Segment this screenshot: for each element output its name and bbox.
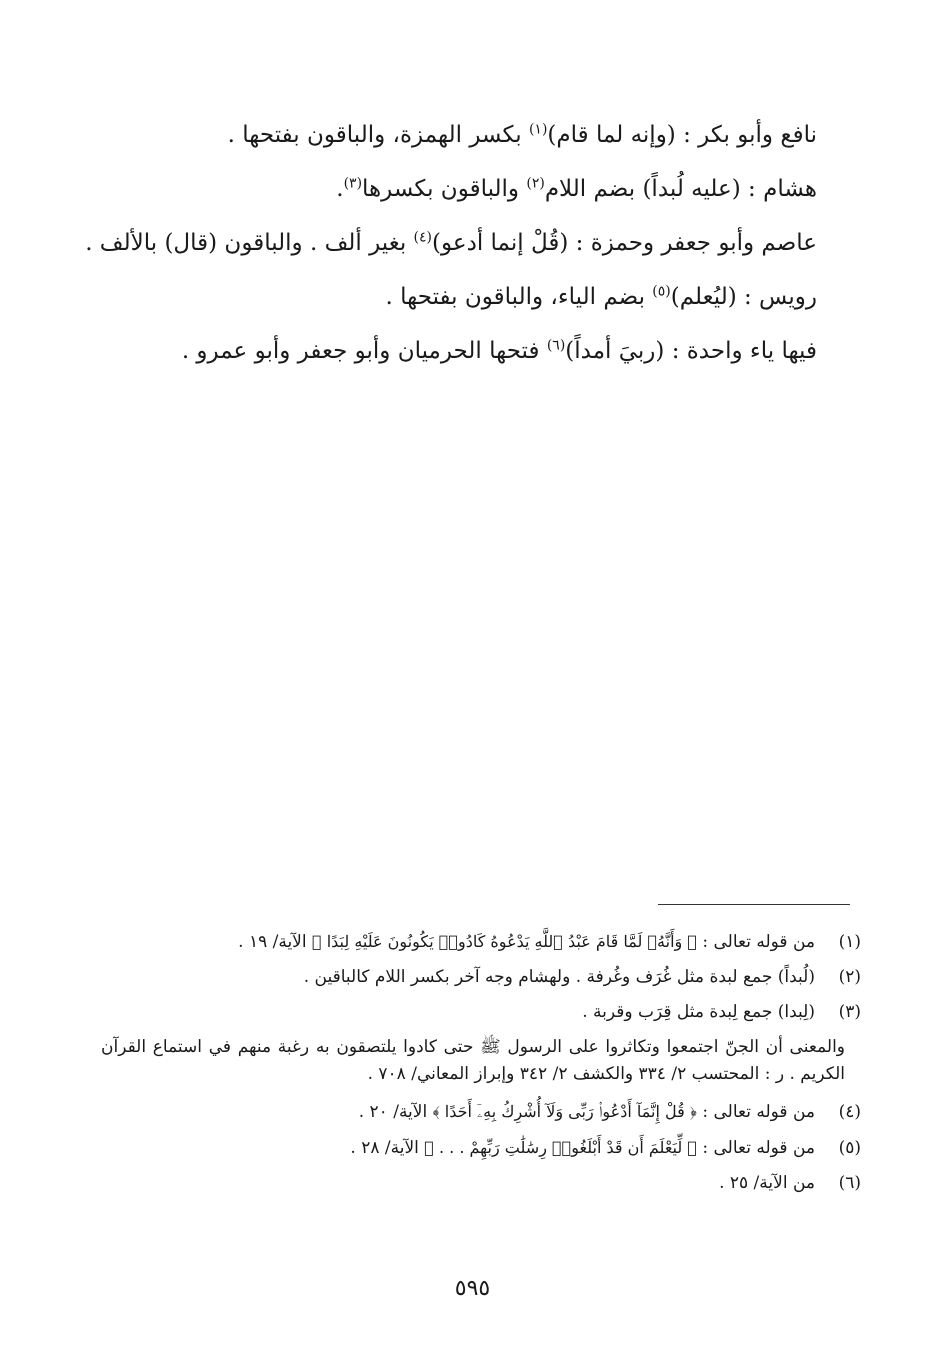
footnote-2: (٢)(لُبداً) جمع لبدة مثل غُرَف وغُرفة . ولهشام وجه آخر بكسر اللام كالباقين . [101,960,861,995]
page-number: ٥٩٥ [454,1276,491,1301]
footnote-1: (١)من قوله تعالى : ﴿ وَأَنَّهُۥ لَمَّا قَامَ عَبْدُ ٱللَّهِ يَدْعُوهُ كَادُوا۟ يَكُونُونَ عَلَيْهِ لِبَدًا ﴾ الآية/ ١٩ . [101,924,861,960]
footnote-number: (٤) [838,1102,861,1122]
footnote-6: (٦)من الآية/ ٢٥ . [101,1166,861,1201]
footnote-3: (٣)(لِبدا) جمع لِبدة مثل قِرَب وقربة . [101,995,861,1030]
quran-verse: ﴿ وَأَنَّهُۥ لَمَّا قَامَ عَبْدُ ٱللَّهِ يَدْعُوهُ كَادُوا۟ يَكُونُونَ عَلَيْهِ لِبَدًا ﴾ [312,932,697,951]
quran-verse: ﴿ لِّيَعْلَمَ أَن قَدْ أَبْلَغُوا۟ رِسَٰلَٰتِ رَبِّهِمْ . . . ﴾ [424,1138,697,1157]
main-line-2: هشام : (عليه لُبداً) بضم اللام$^{(٢)}$ والباقون بكسرها$^{(٣)}$. [336,175,817,202]
main-line-4: رويس : (ليُعلم)$^{(٥)}$ بضم الياء، والباقون بفتحها . [385,283,817,310]
footnote-ref[interactable]: (٣) [343,175,363,192]
footnote-divider [658,904,850,905]
footnote-ref[interactable]: (٦) [546,337,566,354]
main-text [85,108,817,378]
footnote-3-continuation: والمعنى أن الجنّ اجتمعوا وتكاثروا على الرسول ﷺ حتى كادوا يلتصقون به رغبة منهم في استماع القرآن الكريم . ر : المحتسب ٢/ ٣٣٤ والكشف ٢/ ٣٤٢ وإبراز المعاني/ ٧٠٨ . [101,1037,845,1084]
footnote-number: (٥) [838,1138,861,1158]
footnote-5: (٥)من قوله تعالى : ﴿ لِّيَعْلَمَ أَن قَدْ أَبْلَغُوا۟ رِسَٰلَٰتِ رَبِّهِمْ . . . ﴾ الآية/ ٢٨ . [101,1130,861,1166]
footnote-number: (٣) [838,1002,861,1022]
footnote-number: (٢) [838,967,861,987]
quran-verse: ﴿ قُلْ إِنَّمَآ أَدْعُوا۟ رَبِّى وَلَآ أُشْرِكُ بِهِۦٓ أَحَدًا ﴾ [432,1102,697,1121]
footnote-ref[interactable]: (٥) [652,283,671,300]
main-line-1: نافع وأبو بكر : (وإنه لما قام)$^{(١)}$ بكسر الهمزة، والباقون بفتحها . [227,121,817,148]
footnote-4: (٤)من قوله تعالى : ﴿ قُلْ إِنَّمَآ أَدْعُوا۟ رَبِّى وَلَآ أُشْرِكُ بِهِۦٓ أَحَدًا ﴾ الآية/ ٢٠ . [101,1094,861,1130]
main-line-3: عاصم وأبو جعفر وحمزة : (قُلْ إنما أدعو)$^{(٤)}$ بغير ألف . والباقون (قال) بالألف . [85,229,817,256]
footnote-number: (١) [838,932,861,952]
footnote-number: (٦) [838,1173,861,1193]
footnote-ref[interactable]: (٢) [526,175,545,192]
footnote-ref[interactable]: (١) [528,121,548,138]
footnote-ref[interactable]: (٤) [413,229,433,246]
footnotes [101,924,861,1201]
main-line-5: فيها ياء واحدة : (ربيَ أمداً)$^{(٦)}$ فتحها الحرميان وأبو جعفر وأبو عمرو . [181,337,817,364]
